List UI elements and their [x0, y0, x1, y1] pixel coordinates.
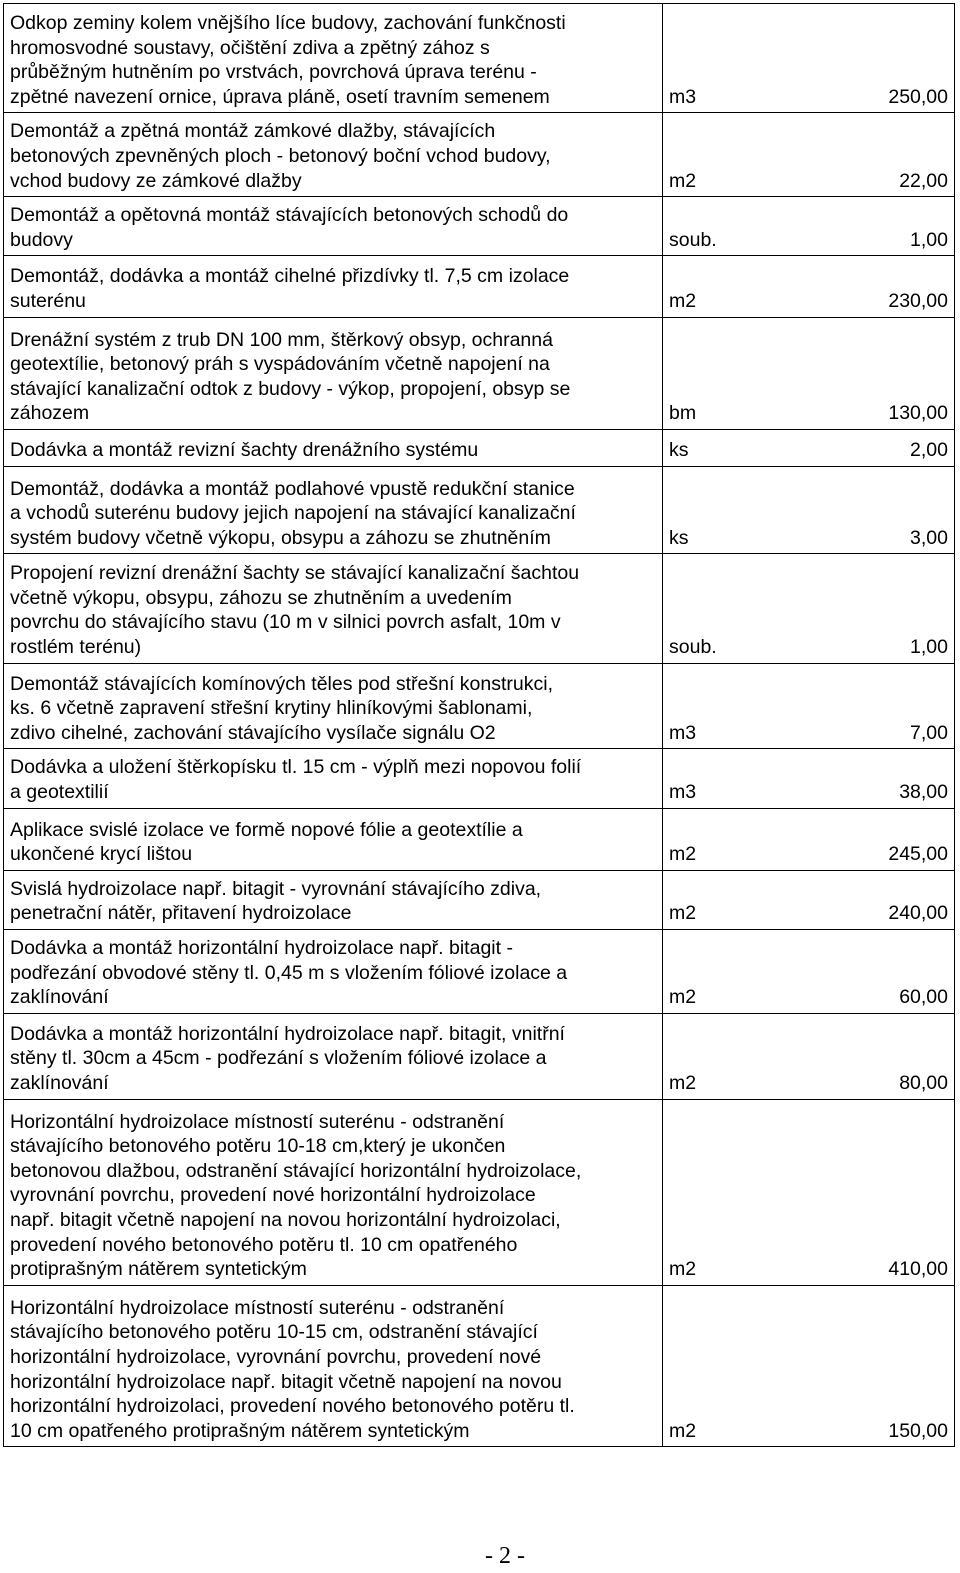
table-row	[4, 197, 955, 256]
quantity-value: 250,00	[888, 85, 948, 108]
unit-quantity-pair	[669, 438, 948, 463]
description-line: protiprašným nátěrem syntetickým	[10, 1258, 307, 1281]
description-line: podřezání obvodové stěny tl. 0,45 m s vložením fóliové izolace a	[10, 961, 568, 984]
work-items-table	[3, 3, 955, 1447]
description-line: Propojení revizní drenážní šachty se stávající kanalizační šachtou	[10, 562, 580, 585]
item-description	[4, 808, 663, 870]
description-line: Horizontální hydroizolace místností suterénu - odstranění	[10, 1110, 505, 1133]
description-line: 10 cm opatřeného protiprašným nátěrem syntetickým	[10, 1419, 470, 1442]
description-line: Aplikace svislé izolace ve formě nopové fólie a geotextílie a	[10, 818, 523, 841]
unit-label: soub.	[669, 228, 717, 251]
description-line: Dodávka a uložení štěrkopísku tl. 15 cm - výplň mezi nopovou folií	[10, 756, 582, 779]
description-line: a vchodů suterénu budovy jejich napojení na stávající kanalizační	[10, 502, 576, 525]
unit-label: ks	[669, 526, 689, 549]
unit-quantity-pair	[669, 289, 948, 314]
quantity-value: 240,00	[888, 902, 948, 925]
document-page	[3, 3, 954, 1447]
description-line: hromosvodné soustavy, očištění zdiva a zpětný zához s	[10, 36, 490, 59]
quantity-value: 230,00	[888, 289, 948, 312]
item-unit-quantity	[663, 429, 955, 466]
unit-quantity-pair	[669, 85, 948, 110]
item-unit-quantity	[663, 930, 955, 1014]
item-unit-quantity	[663, 4, 955, 113]
description-line: ks. 6 včetně zapravení střešní krytiny hliníkovými šablonami,	[10, 697, 533, 720]
description-line: Dodávka a montáž revizní šachty drenážního systému	[10, 438, 479, 461]
description-line: průběžným hutněním po vrstvách, povrchová úprava terénu -	[10, 61, 537, 84]
quantity-value: 410,00	[888, 1258, 948, 1281]
description-line: Dodávka a montáž horizontální hydroizolace např. bitagit, vnitřní	[10, 1022, 565, 1045]
description-line: vchod budovy ze zámkové dlažby	[10, 169, 302, 192]
unit-quantity-pair	[669, 985, 948, 1010]
unit-quantity-pair	[669, 635, 948, 660]
description-line: Demontáž stávajících komínových těles pod střešní konstrukci,	[10, 672, 553, 695]
item-description	[4, 4, 663, 113]
description-line: provedení nového betonového potěru tl. 10 cm opatřeného	[10, 1233, 518, 1256]
item-description	[4, 554, 663, 663]
quantity-value: 1,00	[910, 636, 948, 659]
description-line: záhozem	[10, 402, 90, 425]
unit-quantity-pair	[669, 401, 948, 426]
unit-quantity-pair	[669, 721, 948, 746]
table-row	[4, 663, 955, 749]
unit-label: bm	[669, 402, 697, 425]
work-items-body	[4, 4, 955, 1447]
item-unit-quantity	[663, 466, 955, 554]
description-line: suterénu	[10, 289, 86, 312]
item-description	[4, 930, 663, 1014]
table-row	[4, 554, 955, 663]
description-line: Dodávka a montáž horizontální hydroizolace např. bitagit -	[10, 937, 513, 959]
description-line: Demontáž, dodávka a montáž podlahové vpustě redukční stanice	[10, 477, 575, 500]
description-line: budovy	[10, 228, 73, 251]
unit-quantity-pair	[669, 169, 948, 194]
unit-quantity-pair	[669, 842, 948, 867]
table-row	[4, 256, 955, 317]
quantity-value: 7,00	[910, 721, 948, 744]
unit-label: m2	[669, 289, 697, 312]
description-line: Demontáž a opětovná montáž stávajících betonových schodů do	[10, 204, 569, 227]
table-row	[4, 4, 955, 113]
unit-label: m2	[669, 986, 697, 1009]
item-description	[4, 663, 663, 749]
unit-label: m2	[669, 902, 697, 925]
unit-quantity-pair	[669, 526, 948, 551]
unit-quantity-pair	[669, 1257, 948, 1282]
unit-label: ks	[669, 438, 689, 461]
table-row	[4, 749, 955, 808]
unit-label: m2	[669, 1419, 697, 1442]
item-description	[4, 317, 663, 429]
quantity-value: 150,00	[888, 1419, 948, 1442]
unit-quantity-pair	[669, 901, 948, 926]
item-description	[4, 1285, 663, 1447]
item-unit-quantity	[663, 197, 955, 256]
quantity-value: 38,00	[899, 781, 948, 804]
description-line: Demontáž, dodávka a montáž cihelné přizdívky tl. 7,5 cm izolace	[10, 265, 570, 288]
description-line: betonových zpevněných ploch - betonový boční vchod budovy,	[10, 144, 551, 167]
unit-quantity-pair	[669, 1419, 948, 1444]
item-unit-quantity	[663, 870, 955, 929]
description-line: zpětné navezení ornice, úprava pláně, osetí travním semenem	[10, 85, 550, 108]
item-description	[4, 1013, 663, 1099]
item-unit-quantity	[663, 1013, 955, 1099]
item-unit-quantity	[663, 1285, 955, 1447]
description-line: Demontáž a zpětná montáž zámkové dlažby, stávajících	[10, 120, 496, 143]
quantity-value: 245,00	[888, 843, 948, 866]
description-line: včetně výkopu, obsypu, záhozu se zhutněním a uvedením	[10, 586, 512, 609]
description-line: stávající kanalizační odtok z budovy - výkop, propojení, obsyp se	[10, 377, 571, 400]
quantity-value: 60,00	[899, 986, 948, 1009]
description-line: a geotextilií	[10, 781, 109, 804]
item-description	[4, 113, 663, 197]
description-line: stávajícího betonového potěru 10-18 cm,který je ukončen	[10, 1135, 506, 1158]
table-row	[4, 113, 955, 197]
description-line: betonovou dlažbou, odstranění stávající horizontální hydroizolace,	[10, 1159, 582, 1182]
description-line: Svislá hydroizolace např. bitagit - vyrovnání stávajícího zdiva,	[10, 877, 542, 900]
description-line: Odkop zeminy kolem vnějšího líce budovy, zachování funkčnosti	[10, 12, 566, 34]
item-unit-quantity	[663, 1099, 955, 1285]
unit-label: m3	[669, 85, 697, 108]
description-line: systém budovy včetně výkopu, obsypu a záhozu se zhutněním	[10, 526, 551, 549]
item-unit-quantity	[663, 256, 955, 317]
unit-label: m2	[669, 1071, 697, 1094]
description-line: zaklínování	[10, 1071, 109, 1094]
table-row	[4, 1099, 955, 1285]
description-line: horizontální hydroizolace, vyrovnání povrchu, provedení nové	[10, 1345, 542, 1368]
page-number: - 2 -	[485, 1543, 525, 1569]
quantity-value: 80,00	[899, 1071, 948, 1094]
unit-quantity-pair	[669, 780, 948, 805]
table-row	[4, 1013, 955, 1099]
unit-label: m2	[669, 169, 697, 192]
table-row	[4, 1285, 955, 1447]
unit-label: soub.	[669, 636, 717, 659]
table-row	[4, 808, 955, 870]
description-line: horizontální hydroizolace např. bitagit včetně napojení na novou	[10, 1370, 562, 1393]
unit-quantity-pair	[669, 228, 948, 253]
unit-label: m2	[669, 1258, 697, 1281]
description-line: penetrační nátěr, přitavení hydroizolace	[10, 902, 352, 925]
description-line: stěny tl. 30cm a 45cm - podřezání s vložením fóliové izolace a	[10, 1047, 547, 1070]
item-description	[4, 466, 663, 554]
quantity-value: 22,00	[899, 169, 948, 192]
item-unit-quantity	[663, 317, 955, 429]
item-description	[4, 749, 663, 808]
description-line: Drenážní systém z trub DN 100 mm, štěrkový obsyp, ochranná	[10, 328, 553, 351]
unit-label: m2	[669, 843, 697, 866]
unit-label: m3	[669, 721, 697, 744]
description-line: ukončené krycí lištou	[10, 843, 193, 866]
item-description	[4, 197, 663, 256]
description-line: zdivo cihelné, zachování stávajícího vysílače signálu O2	[10, 721, 496, 744]
item-unit-quantity	[663, 113, 955, 197]
unit-label: m3	[669, 781, 697, 804]
item-unit-quantity	[663, 663, 955, 749]
description-line: Horizontální hydroizolace místností suterénu - odstranění	[10, 1296, 505, 1319]
quantity-value: 2,00	[910, 438, 948, 461]
description-line: povrchu do stávajícího stavu (10 m v silnici povrch asfalt, 10m v	[10, 611, 561, 634]
quantity-value: 3,00	[910, 526, 948, 549]
quantity-value: 1,00	[910, 228, 948, 251]
table-row	[4, 317, 955, 429]
table-row	[4, 930, 955, 1014]
table-row	[4, 466, 955, 554]
description-line: horizontální hydroizolaci, provedení nového betonového potěru tl.	[10, 1395, 575, 1418]
unit-quantity-pair	[669, 1071, 948, 1096]
table-row	[4, 429, 955, 466]
quantity-value: 130,00	[888, 402, 948, 425]
item-unit-quantity	[663, 749, 955, 808]
description-line: vyrovnání povrchu, provedení nové horizontální hydroizolace	[10, 1184, 536, 1207]
description-line: geotextílie, betonový práh s vyspádováním včetně napojení na	[10, 353, 550, 376]
description-line: např. bitagit včetně napojení na novou horizontální hydroizolaci,	[10, 1208, 561, 1231]
item-description	[4, 870, 663, 929]
item-description	[4, 429, 663, 466]
item-unit-quantity	[663, 808, 955, 870]
description-line: rostlém terénu)	[10, 636, 142, 659]
description-line: stávajícího betonového potěru 10-15 cm, odstranění stávající	[10, 1321, 538, 1344]
item-description	[4, 1099, 663, 1285]
item-unit-quantity	[663, 554, 955, 663]
table-row	[4, 870, 955, 929]
description-line: zaklínování	[10, 986, 109, 1009]
item-description	[4, 256, 663, 317]
